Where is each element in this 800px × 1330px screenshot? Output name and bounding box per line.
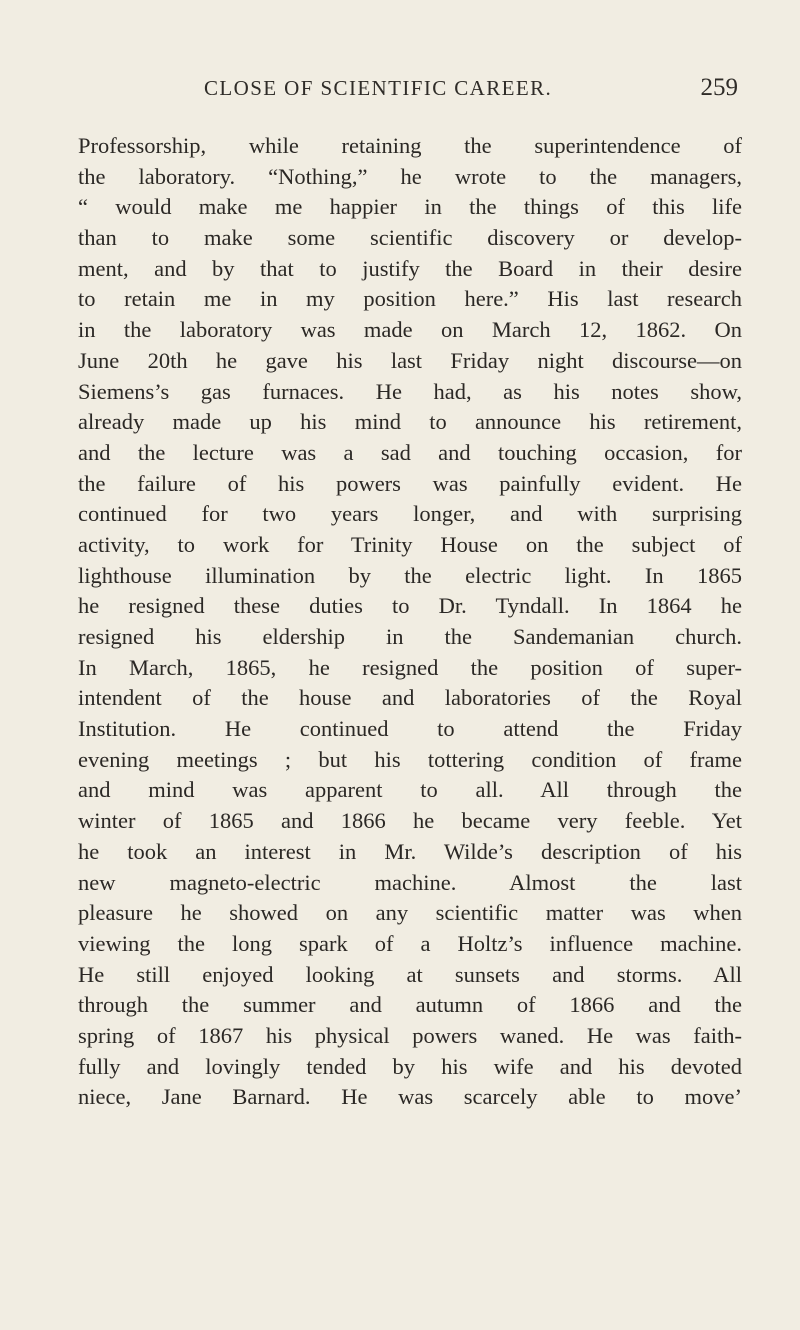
text-line: June 20th he gave his last Friday night discourse—on [78,347,742,373]
text-line: and the lecture was a sad and touching occasion, for [78,439,742,465]
text-line: viewing the long spark of a Holtz’s influence machine. [78,930,742,956]
page-number: 259 [700,74,738,101]
text-line: pleasure he showed on any scientific matter was when [78,900,742,926]
text-line: already made up his mind to announce his retirement, [78,409,742,435]
text-line: evening meetings ; but his tottering condition of frame [78,746,742,772]
text-line: the laboratory. “Nothing,” he wrote to the managers, [78,163,742,189]
text-line: through the summer and autumn of 1866 and the [78,992,742,1018]
text-line: intendent of the house and laboratories of the Royal [78,685,742,711]
text-line: “ would make me happier in the things of this life [78,194,742,220]
text-line: he took an interest in Mr. Wilde’s description of his [78,838,742,864]
text-line: Siemens’s gas furnaces. He had, as his notes show, [78,378,742,404]
text-line: resigned his eldership in the Sandemanian church. [78,624,742,649]
text-line: and mind was apparent to all. All through the [78,777,742,803]
text-line: ment, and by that to justify the Board in their desire [78,255,742,281]
text-line: new magneto-electric machine. Almost the last [78,869,742,895]
text-line: winter of 1865 and 1866 he became very feeble. Yet [78,808,742,834]
text-line: niece, Jane Barnard. He was scarcely able to move’ [78,1084,742,1110]
text-line: In March, 1865, he resigned the position of super- [78,654,742,680]
text-line: lighthouse illumination by the electric light. In 1865 [78,562,742,588]
body-text [78,131,742,1113]
text-line: activity, to work for Trinity House on the subject of [78,531,742,557]
text-line: in the laboratory was made on March 12, 1862. On [78,317,742,343]
running-head [78,76,738,112]
text-line: than to make some scientific discovery or develop- [78,225,742,251]
text-line: to retain me in my position here.” His last research [78,286,742,312]
text-line: fully and lovingly tended by his wife and his devoted [78,1053,742,1079]
text-line: he resigned these duties to Dr. Tyndall. In 1864 he [78,593,742,619]
text-line: Professorship, while retaining the superintendence of [78,133,742,158]
running-title: CLOSE OF SCIENTIFIC CAREER. [204,76,553,100]
text-line: continued for two years longer, and with surprising [78,501,742,527]
text-line: the failure of his powers was painfully evident. He [78,470,742,496]
text-line: spring of 1867 his physical powers waned. He was faith- [78,1022,742,1048]
text-line: He still enjoyed looking at sunsets and storms. All [78,961,742,987]
text-line: Institution. He continued to attend the Friday [78,716,742,742]
